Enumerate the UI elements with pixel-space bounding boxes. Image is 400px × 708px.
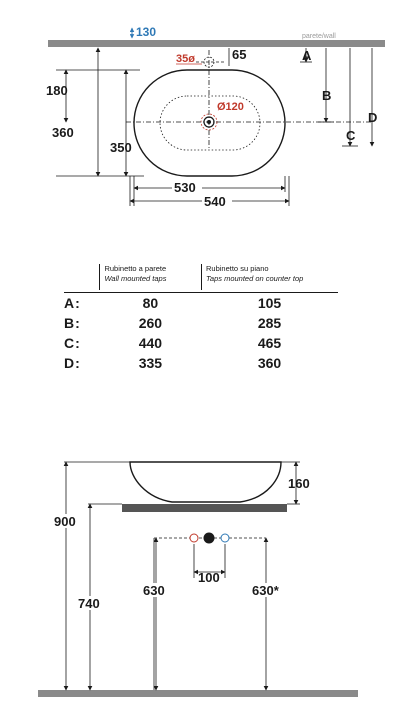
row-wall-value: 335 bbox=[138, 355, 163, 371]
svg-text:Ø120: Ø120 bbox=[217, 101, 244, 113]
row-counter-value: 285 bbox=[257, 315, 282, 331]
svg-text:D: D bbox=[368, 110, 378, 125]
table-row bbox=[64, 333, 338, 353]
svg-text:130: 130 bbox=[136, 25, 157, 39]
dim-100 bbox=[194, 544, 225, 585]
dim-d bbox=[368, 48, 377, 146]
dim-540 bbox=[130, 176, 289, 209]
svg-text:100: 100 bbox=[198, 570, 220, 585]
svg-text:630: 630 bbox=[143, 583, 165, 598]
row-key: A: bbox=[64, 295, 81, 311]
table-header-key bbox=[64, 264, 99, 290]
table-row bbox=[64, 293, 338, 313]
hot-water-connection bbox=[190, 534, 198, 542]
countertop bbox=[122, 504, 287, 512]
taps-dimension-table bbox=[64, 264, 338, 373]
side-view bbox=[38, 462, 358, 697]
row-counter-value: 105 bbox=[257, 295, 282, 311]
row-wall-value: 260 bbox=[138, 315, 163, 331]
row-wall-value: 440 bbox=[138, 335, 163, 351]
table-header bbox=[64, 264, 338, 293]
header-wall-mounted bbox=[99, 264, 201, 290]
table-row bbox=[64, 313, 338, 333]
header-counter-title: Rubinetto su piano bbox=[206, 264, 269, 273]
dim-b bbox=[318, 48, 334, 122]
dim-160 bbox=[281, 462, 310, 504]
top-view bbox=[46, 25, 385, 209]
row-key: C: bbox=[64, 335, 81, 351]
table-row bbox=[64, 353, 338, 373]
svg-text:900: 900 bbox=[54, 514, 76, 529]
dim-900 bbox=[52, 462, 130, 690]
svg-text:350: 350 bbox=[110, 140, 132, 155]
header-counter-subtitle: Taps mounted on counter top bbox=[206, 274, 304, 283]
basin-side-profile bbox=[130, 462, 281, 502]
dim-130 bbox=[132, 25, 156, 39]
dim-tap-hole bbox=[176, 47, 246, 67]
svg-text:B: B bbox=[322, 88, 332, 103]
header-counter-mounted bbox=[201, 264, 338, 290]
drain bbox=[201, 101, 244, 130]
svg-text:180: 180 bbox=[46, 83, 68, 98]
svg-text:530: 530 bbox=[174, 180, 196, 195]
svg-text:540: 540 bbox=[204, 194, 226, 209]
svg-text:160: 160 bbox=[288, 476, 310, 491]
svg-text:630*: 630* bbox=[252, 583, 279, 598]
dim-350 bbox=[110, 70, 132, 176]
header-wall-title: Rubinetto a parete bbox=[104, 264, 167, 273]
row-wall-value: 80 bbox=[142, 295, 159, 311]
svg-text:35ø: 35ø bbox=[176, 53, 195, 65]
cold-water-connection bbox=[221, 534, 229, 542]
svg-text:65: 65 bbox=[232, 47, 247, 62]
dim-740 bbox=[76, 504, 122, 690]
row-key: B: bbox=[64, 315, 81, 331]
wall-label: parete/wall bbox=[302, 33, 336, 40]
dim-630-left bbox=[142, 538, 172, 690]
dim-630-right bbox=[250, 538, 288, 690]
row-counter-value: 465 bbox=[257, 335, 282, 351]
tap-connections bbox=[154, 533, 266, 544]
floor bbox=[38, 690, 358, 697]
drain-connection bbox=[204, 533, 215, 544]
svg-text:C: C bbox=[346, 128, 356, 143]
svg-text:360: 360 bbox=[52, 125, 74, 140]
dim-a bbox=[300, 48, 312, 63]
svg-text:740: 740 bbox=[78, 596, 100, 611]
row-counter-value: 360 bbox=[257, 355, 282, 371]
wall-bar bbox=[48, 40, 385, 47]
header-wall-subtitle: Wall mounted taps bbox=[104, 274, 167, 283]
svg-text:A: A bbox=[302, 48, 312, 63]
row-key: D: bbox=[64, 355, 81, 371]
dim-c bbox=[342, 48, 358, 146]
